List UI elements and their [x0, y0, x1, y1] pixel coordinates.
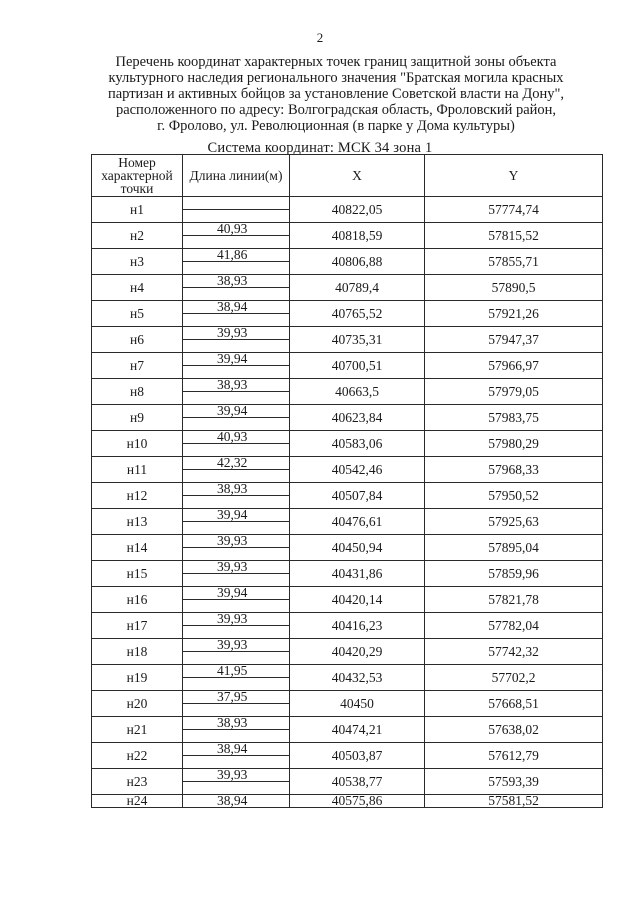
table-row: [92, 379, 603, 392]
line-length-empty: [183, 197, 290, 210]
y-coordinate: 57774,74: [425, 197, 603, 223]
document-title: [96, 54, 576, 134]
title-line-1: Перечень координат характерных точек границ защитной зоны объекта: [115, 54, 557, 70]
x-coordinate: 40431,86: [290, 561, 425, 587]
y-coordinate: 57593,39: [425, 769, 603, 795]
x-coordinate: 40583,06: [290, 431, 425, 457]
point-number: н23: [92, 769, 183, 795]
table-row: [92, 795, 603, 808]
table-row: [92, 197, 603, 210]
x-coordinate: 40476,61: [290, 509, 425, 535]
line-length: 41,95: [183, 665, 290, 678]
y-coordinate: 57983,75: [425, 405, 603, 431]
x-coordinate: 40542,46: [290, 457, 425, 483]
line-length: 38,94: [183, 743, 290, 756]
point-number: н10: [92, 431, 183, 457]
point-number: н11: [92, 457, 183, 483]
y-coordinate: 57950,52: [425, 483, 603, 509]
x-coordinate: 40474,21: [290, 717, 425, 743]
y-coordinate: 57895,04: [425, 535, 603, 561]
y-coordinate: 57668,51: [425, 691, 603, 717]
y-coordinate: 57980,29: [425, 431, 603, 457]
table-row: [92, 223, 603, 236]
x-coordinate: 40700,51: [290, 353, 425, 379]
line-length: 38,94: [183, 301, 290, 314]
line-length: 40,93: [183, 223, 290, 236]
header-line-length: Длина линии(м): [183, 155, 290, 197]
table-row: [92, 665, 603, 678]
x-coordinate: 40432,53: [290, 665, 425, 691]
point-number: н2: [92, 223, 183, 249]
point-number: н5: [92, 301, 183, 327]
x-coordinate: 40450: [290, 691, 425, 717]
y-coordinate: 57968,33: [425, 457, 603, 483]
x-coordinate: 40575,86: [290, 795, 425, 808]
table-row: [92, 743, 603, 756]
table-row: [92, 275, 603, 288]
y-coordinate: 57890,5: [425, 275, 603, 301]
table-row: [92, 457, 603, 470]
title-line-5: г. Фролово, ул. Революционная (в парке у Дома культуры): [157, 118, 515, 134]
coordinates-table: [91, 154, 603, 808]
y-coordinate: 57859,96: [425, 561, 603, 587]
y-coordinate: 57925,63: [425, 509, 603, 535]
table-row: [92, 301, 603, 314]
table-row: [92, 249, 603, 262]
point-number: н17: [92, 613, 183, 639]
line-length: 39,93: [183, 639, 290, 652]
title-line-4: расположенного по адресу: Волгоградская область, Фроловский район,: [115, 102, 557, 118]
point-number: н12: [92, 483, 183, 509]
x-coordinate: 40789,4: [290, 275, 425, 301]
line-length: 39,94: [183, 509, 290, 522]
table-row: [92, 639, 603, 652]
y-coordinate: 57702,2: [425, 665, 603, 691]
y-coordinate: 57821,78: [425, 587, 603, 613]
y-coordinate: 57947,37: [425, 327, 603, 353]
table-row: [92, 353, 603, 366]
y-coordinate: 57815,52: [425, 223, 603, 249]
table-row: [92, 327, 603, 340]
x-coordinate: 40765,52: [290, 301, 425, 327]
title-line-3: партизан и активных бойцов за установление Советской власти на Дону",: [107, 86, 565, 102]
point-number: н7: [92, 353, 183, 379]
point-number: н1: [92, 197, 183, 223]
y-coordinate: 57742,32: [425, 639, 603, 665]
point-number: н24: [92, 795, 183, 808]
point-number: н21: [92, 717, 183, 743]
x-coordinate: 40538,77: [290, 769, 425, 795]
line-length: 39,93: [183, 327, 290, 340]
table-row: [92, 717, 603, 730]
table-row: [92, 613, 603, 626]
point-number: н14: [92, 535, 183, 561]
page-number: 2: [316, 30, 324, 45]
line-length: 42,32: [183, 457, 290, 470]
line-length: 39,94: [183, 405, 290, 418]
table-row: [92, 587, 603, 600]
x-coordinate: 40420,29: [290, 639, 425, 665]
header-x: X: [290, 155, 425, 197]
x-coordinate: 40507,84: [290, 483, 425, 509]
y-coordinate: 57612,79: [425, 743, 603, 769]
x-coordinate: 40818,59: [290, 223, 425, 249]
table-row: [92, 431, 603, 444]
table-body: [92, 197, 603, 808]
coordinate-system-caption: Система координат: МСК 34 зона 1: [207, 140, 433, 156]
x-coordinate: 40416,23: [290, 613, 425, 639]
line-length: 39,93: [183, 561, 290, 574]
point-number: н20: [92, 691, 183, 717]
table-row: [92, 535, 603, 548]
table-row: [92, 691, 603, 704]
y-coordinate: 57581,52: [425, 795, 603, 808]
point-number: н6: [92, 327, 183, 353]
point-number: н8: [92, 379, 183, 405]
table-row: [92, 405, 603, 418]
line-length: 41,86: [183, 249, 290, 262]
x-coordinate: 40503,87: [290, 743, 425, 769]
point-number: н15: [92, 561, 183, 587]
y-coordinate: 57979,05: [425, 379, 603, 405]
y-coordinate: 57921,26: [425, 301, 603, 327]
x-coordinate: 40663,5: [290, 379, 425, 405]
y-coordinate: 57638,02: [425, 717, 603, 743]
line-length: 39,93: [183, 535, 290, 548]
point-number: н3: [92, 249, 183, 275]
x-coordinate: 40806,88: [290, 249, 425, 275]
title-line-2: культурного наследия регионального значения "Братская могила красных: [108, 70, 564, 86]
line-length: 39,94: [183, 353, 290, 366]
table-row: [92, 769, 603, 782]
table-row: [92, 483, 603, 496]
line-length: 40,93: [183, 431, 290, 444]
point-number: н9: [92, 405, 183, 431]
y-coordinate: 57966,97: [425, 353, 603, 379]
point-number: н22: [92, 743, 183, 769]
line-length: 38,94: [183, 795, 290, 808]
table-header: [92, 155, 603, 197]
line-length: 39,94: [183, 587, 290, 600]
point-number: н4: [92, 275, 183, 301]
header-y: Y: [425, 155, 603, 197]
line-length: 38,93: [183, 483, 290, 496]
header-point-number: Номер характерной точки: [92, 155, 183, 197]
y-coordinate: 57855,71: [425, 249, 603, 275]
line-length: 38,93: [183, 275, 290, 288]
table-row: [92, 561, 603, 574]
line-length: 39,93: [183, 613, 290, 626]
x-coordinate: 40623,84: [290, 405, 425, 431]
point-number: н19: [92, 665, 183, 691]
line-length: 39,93: [183, 769, 290, 782]
x-coordinate: 40735,31: [290, 327, 425, 353]
table-row: [92, 509, 603, 522]
x-coordinate: 40420,14: [290, 587, 425, 613]
y-coordinate: 57782,04: [425, 613, 603, 639]
x-coordinate: 40822,05: [290, 197, 425, 223]
x-coordinate: 40450,94: [290, 535, 425, 561]
line-length: 38,93: [183, 717, 290, 730]
line-length: 38,93: [183, 379, 290, 392]
point-number: н13: [92, 509, 183, 535]
point-number: н16: [92, 587, 183, 613]
line-length: 37,95: [183, 691, 290, 704]
table-header-row: [92, 155, 603, 197]
point-number: н18: [92, 639, 183, 665]
